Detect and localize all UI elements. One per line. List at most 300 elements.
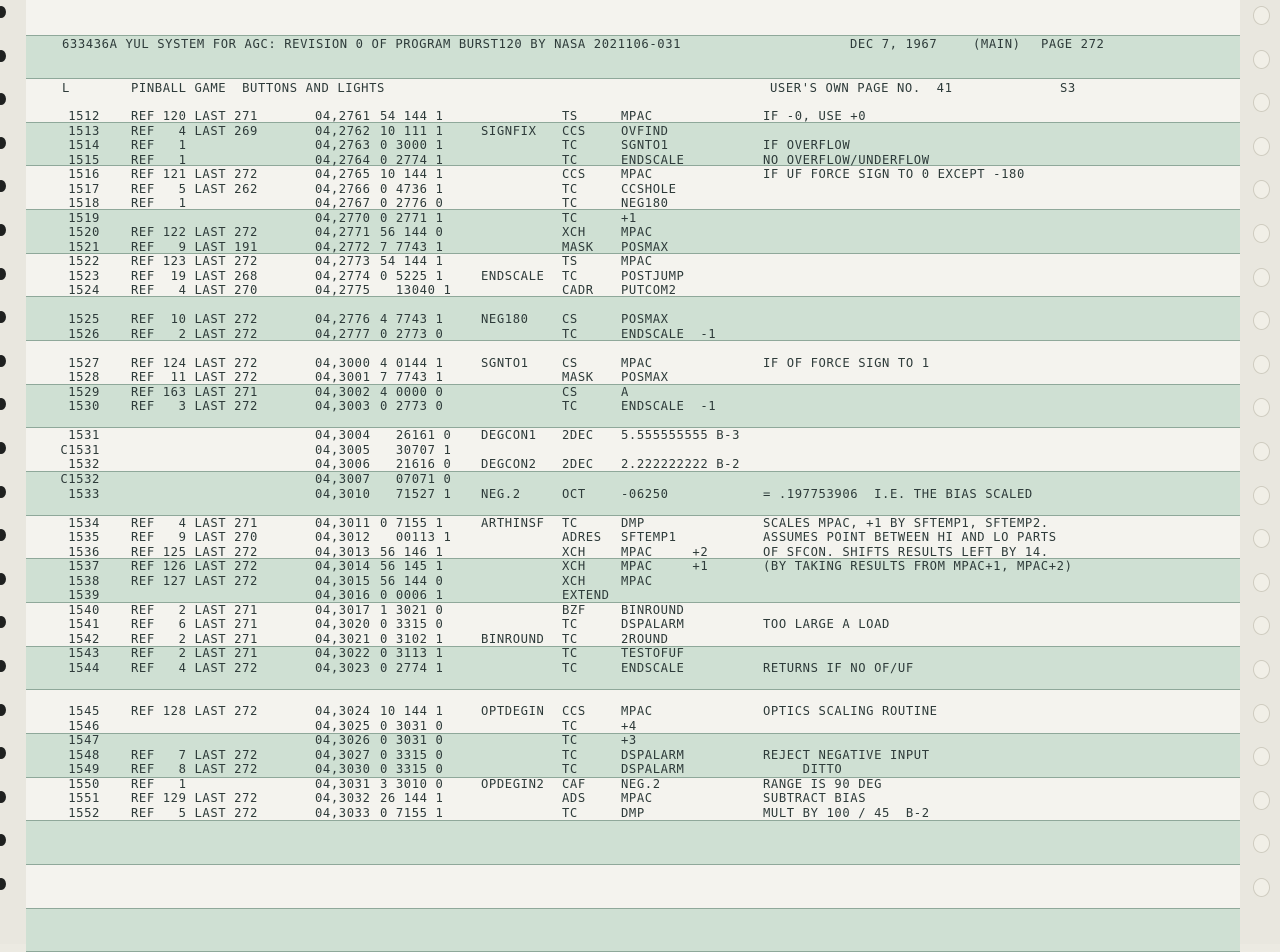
- listing-addr: 04,2774: [315, 268, 371, 283]
- sprocket-hole: [1253, 486, 1270, 505]
- listing-addr: 04,3016: [315, 588, 371, 603]
- listing-ref: REF 19 LAST 268: [131, 268, 258, 283]
- listing-word: 10 144 1: [380, 704, 444, 719]
- subheader-mark: L: [62, 81, 70, 95]
- listing-addr: 04,3020: [315, 617, 371, 632]
- listing-ref: REF 5 LAST 262: [131, 181, 258, 196]
- listing-ref: REF 124 LAST 272: [131, 355, 258, 370]
- listing-ref: REF 128 LAST 272: [131, 704, 258, 719]
- listing-line: C1532: [60, 472, 100, 486]
- listing-addr: 04,3004: [315, 428, 371, 443]
- listing-comment: TOO LARGE A LOAD: [763, 617, 890, 632]
- listing-addr: 04,3025: [315, 718, 371, 733]
- listing-op: CCS: [562, 123, 586, 138]
- listing-line: 1551: [68, 791, 100, 806]
- sprocket-hole: [1253, 50, 1270, 69]
- listing-operand: DSPALARM: [621, 747, 685, 762]
- listing-comment: IF OF FORCE SIGN TO 1: [763, 355, 930, 370]
- listing-ref: REF 163 LAST 271: [131, 384, 258, 399]
- listing-operand: +4: [621, 718, 637, 733]
- listing-word: 0 2774 1: [380, 660, 444, 675]
- sprocket-hole: [1253, 224, 1270, 243]
- listing-addr: 04,2770: [315, 210, 371, 225]
- listing-operand: POSTJUMP: [621, 268, 685, 283]
- sprocket-hole: [1253, 791, 1270, 810]
- listing-operand: MPAC: [621, 573, 653, 588]
- listing-operand: DMP: [621, 515, 645, 530]
- listing-op: TC: [562, 326, 578, 341]
- listing-ref: REF 129 LAST 272: [131, 791, 258, 806]
- band-rule: [26, 908, 1240, 909]
- listing-comment: RETURNS IF NO OF/UF: [763, 660, 914, 675]
- listing-operand: DSPALARM: [621, 762, 685, 777]
- listing-word: 0 4736 1: [380, 181, 444, 196]
- listing-addr: 04,3022: [315, 646, 371, 661]
- listing-ref: REF 127 LAST 272: [131, 573, 258, 588]
- sprocket-hole: [1253, 268, 1270, 287]
- listing-op: TC: [562, 747, 578, 762]
- listing-ref: REF 122 LAST 272: [131, 225, 258, 240]
- greenbar-band: [26, 820, 1240, 864]
- listing-addr: 04,3011: [315, 515, 371, 530]
- listing-line: 1518: [68, 196, 100, 211]
- listing-word: 56 145 1: [380, 559, 444, 574]
- listing-operand: SGNTO1: [621, 138, 669, 153]
- listing-ref: REF 120 LAST 271: [131, 109, 258, 123]
- listing-word: 4 7743 1: [380, 312, 444, 327]
- listing-operand: -06250: [621, 486, 669, 501]
- listing-op: 2DEC: [562, 428, 594, 443]
- listing-addr: 04,3010: [315, 486, 371, 501]
- listing-line: 1535: [68, 530, 100, 545]
- listing-word: 7 7743 1: [380, 370, 444, 385]
- listing-ref: REF 4 LAST 271: [131, 515, 258, 530]
- listing-ref: REF 6 LAST 271: [131, 617, 258, 632]
- listing-op: CCS: [562, 167, 586, 182]
- listing-operand: CCSHOLE: [621, 181, 677, 196]
- listing-line: 1538: [68, 573, 100, 588]
- listing-op: EXTEND: [562, 588, 610, 603]
- listing-op: ADS: [562, 791, 586, 806]
- listing-line: 1524: [68, 283, 100, 298]
- listing-label: BINROUND: [481, 631, 545, 646]
- listing-addr: 04,3030: [315, 762, 371, 777]
- listing-label: NEG.2: [481, 486, 521, 501]
- listing-ref: REF 4 LAST 269: [131, 123, 258, 138]
- listing-op: TC: [562, 617, 578, 632]
- sprocket-hole: [1253, 137, 1270, 156]
- listing-line: 1550: [68, 776, 100, 791]
- listing-word: 13040 1: [380, 283, 452, 298]
- sprocket-hole: [1253, 6, 1270, 25]
- listing-line: 1548: [68, 747, 100, 762]
- listing-word: 0 7155 1: [380, 515, 444, 530]
- listing-addr: 04,3007: [315, 472, 371, 486]
- listing-word: 0 3031 0: [380, 718, 444, 733]
- band-rule: [26, 35, 1240, 36]
- listing-addr: 04,2764: [315, 152, 371, 167]
- listing-addr: 04,2766: [315, 181, 371, 196]
- listing-operand: POSMAX: [621, 239, 669, 254]
- listing-comment: NO OVERFLOW/UNDERFLOW: [763, 152, 930, 167]
- listing-addr: 04,2773: [315, 254, 371, 269]
- listing-comment: MULT BY 100 / 45 B-2: [763, 805, 930, 820]
- listing-word: 0 0006 1: [380, 588, 444, 603]
- listing-word: 00113 1: [380, 530, 452, 545]
- listing-op: TC: [562, 733, 578, 748]
- listing-addr: 04,3000: [315, 355, 371, 370]
- listing-label: OPDEGIN2: [481, 776, 545, 791]
- listing-ref: REF 2 LAST 271: [131, 602, 258, 617]
- listing-label: ARTHINSF: [481, 515, 545, 530]
- listing-operand: MPAC: [621, 225, 653, 240]
- listing-line: 1523: [68, 268, 100, 283]
- listing-addr: 04,3002: [315, 384, 371, 399]
- listing-word: 7 7743 1: [380, 239, 444, 254]
- listing-addr: 04,3017: [315, 602, 371, 617]
- listing-ref: REF 126 LAST 272: [131, 559, 258, 574]
- listing-comment: RANGE IS 90 DEG: [763, 776, 883, 791]
- listing-line: 1541: [68, 617, 100, 632]
- listing-word: 1 3021 0: [380, 602, 444, 617]
- users-own-page: USER'S OWN PAGE NO. 41: [770, 81, 953, 95]
- listing-line: C1531: [60, 442, 100, 457]
- listing-line: 1513: [68, 123, 100, 138]
- listing-line: 1547: [68, 733, 100, 748]
- listing-addr: 04,2767: [315, 196, 371, 211]
- listing-operand: +1: [621, 210, 637, 225]
- listing-word: 0 2771 1: [380, 210, 444, 225]
- listing-comment: ASSUMES POINT BETWEEN HI AND LO PARTS: [763, 530, 1057, 545]
- listing-word: 0 3315 0: [380, 762, 444, 777]
- listing-op: BZF: [562, 602, 586, 617]
- listing-addr: 04,2765: [315, 167, 371, 182]
- listing-ref: REF 2 LAST 272: [131, 326, 258, 341]
- listing-ref: REF 1: [131, 152, 187, 167]
- sprocket-hole: [1253, 573, 1270, 592]
- listing-addr: 04,3031: [315, 776, 371, 791]
- listing-word: 07071 0: [380, 472, 452, 486]
- listing-operand: MPAC: [621, 355, 653, 370]
- listing-word: 56 146 1: [380, 544, 444, 559]
- listing-line: 1537: [68, 559, 100, 574]
- listing-line: 1520: [68, 225, 100, 240]
- listing-operand: MPAC: [621, 167, 653, 182]
- listing-label: NEG180: [481, 312, 529, 327]
- listing-addr: 04,3024: [315, 704, 371, 719]
- listing-operand: MPAC: [621, 254, 653, 269]
- listing-word: 0 2773 0: [380, 399, 444, 414]
- listing-op: TC: [562, 268, 578, 283]
- listing-line: 1528: [68, 370, 100, 385]
- listing-word: 0 3000 1: [380, 138, 444, 153]
- listing-ref: REF 123 LAST 272: [131, 254, 258, 269]
- listing-op: TS: [562, 109, 578, 123]
- listing-word: 56 144 0: [380, 573, 444, 588]
- listing-operand: TESTOFUF: [621, 646, 685, 661]
- listing-op: TC: [562, 515, 578, 530]
- subheader-code: S3: [1060, 81, 1076, 95]
- listing-addr: 04,3026: [315, 733, 371, 748]
- listing-op: TC: [562, 660, 578, 675]
- listing-op: MASK: [562, 239, 594, 254]
- listing-word: 0 3113 1: [380, 646, 444, 661]
- listing-ref: REF 9 LAST 191: [131, 239, 258, 254]
- listing-line: 1525: [68, 312, 100, 327]
- listing-operand: PUTCOM2: [621, 283, 677, 298]
- listing-addr: 04,3015: [315, 573, 371, 588]
- listing-operand: BINROUND: [621, 602, 685, 617]
- listing-word: 0 2773 0: [380, 326, 444, 341]
- listing-word: 21616 0: [380, 457, 452, 472]
- listing-op: TC: [562, 181, 578, 196]
- listing-comment: SUBTRACT BIAS: [763, 791, 867, 806]
- listing-op: TC: [562, 138, 578, 153]
- greenbar-band: [26, 908, 1240, 952]
- listing-operand: MPAC: [621, 109, 653, 123]
- listing-line: 1549: [68, 762, 100, 777]
- listing-ref: REF 8 LAST 272: [131, 762, 258, 777]
- listing-word: 0 3031 0: [380, 733, 444, 748]
- listing-word: 54 144 1: [380, 109, 444, 123]
- listing-op: XCH: [562, 573, 586, 588]
- listing-word: 54 144 1: [380, 254, 444, 269]
- listing-line: 1546: [68, 718, 100, 733]
- listing-ref: REF 1: [131, 776, 187, 791]
- listing-op: CCS: [562, 704, 586, 719]
- listing-label: ENDSCALE: [481, 268, 545, 283]
- listing-op: TC: [562, 646, 578, 661]
- listing-operand: MPAC +1: [621, 559, 709, 574]
- listing-operand: POSMAX: [621, 312, 669, 327]
- listing-header-left: 633436A YUL SYSTEM FOR AGC: REVISION 0 OF PROGRAM BURST120 BY NASA 2021106-031: [62, 37, 682, 51]
- listing-ref: REF 1: [131, 138, 187, 153]
- listing-line: 1552: [68, 805, 100, 820]
- listing-comment: OF SFCON. SHIFTS RESULTS LEFT BY 14.: [763, 544, 1049, 559]
- listing-addr: 04,3006: [315, 457, 371, 472]
- listing-line: 1539: [68, 588, 100, 603]
- listing-line: 1527: [68, 355, 100, 370]
- listing-ref: REF 2 LAST 271: [131, 631, 258, 646]
- listing-line: 1515: [68, 152, 100, 167]
- listing-line: 1533: [60, 486, 100, 501]
- listing-line: 1519: [68, 210, 100, 225]
- listing-addr: 04,3023: [315, 660, 371, 675]
- listing-comment: IF UF FORCE SIGN TO 0 EXCEPT -180: [763, 167, 1025, 182]
- listing-operand: POSMAX: [621, 370, 669, 385]
- listing-op: MASK: [562, 370, 594, 385]
- listing-addr: 04,2763: [315, 138, 371, 153]
- listing-word: 3 3010 0: [380, 776, 444, 791]
- listing-operand: MPAC: [621, 791, 653, 806]
- listing-line: 1531: [60, 428, 100, 443]
- listing-line: 1542: [68, 631, 100, 646]
- listing-word: 4 0000 0: [380, 384, 444, 399]
- listing-label: OPTDEGIN: [481, 704, 545, 719]
- listing-op: TC: [562, 196, 578, 211]
- listing-line: 1536: [68, 544, 100, 559]
- listing-word: 10 111 1: [380, 123, 444, 138]
- band-rule: [26, 78, 1240, 79]
- listing-op: OCT: [562, 486, 586, 501]
- listing-addr: 04,2772: [315, 239, 371, 254]
- listing-line: 1545: [68, 704, 100, 719]
- listing-ref: REF 1: [131, 196, 187, 211]
- listing-op: ADRES: [562, 530, 602, 545]
- listing-operand: DMP: [621, 805, 645, 820]
- listing-comment: IF -0, USE +0: [763, 109, 867, 123]
- listing-label: SIGNFIX: [481, 123, 537, 138]
- listing-addr: 04,2762: [315, 123, 371, 138]
- listing-line: 1522: [68, 254, 100, 269]
- listing-page-number: PAGE 272: [1041, 37, 1105, 51]
- listing-main-tag: (MAIN): [973, 37, 1021, 51]
- listing-op: XCH: [562, 559, 586, 574]
- listing-line: 1521: [68, 239, 100, 254]
- listing-word: 26 144 1: [380, 791, 444, 806]
- listing-ref: REF 5 LAST 272: [131, 805, 258, 820]
- listing-operand: NEG180: [621, 196, 669, 211]
- listing-word: 26161 0: [380, 428, 452, 443]
- listing-comment: REJECT NEGATIVE INPUT: [763, 747, 930, 762]
- listing-op: TC: [562, 210, 578, 225]
- listing-comment: (BY TAKING RESULTS FROM MPAC+1, MPAC+2): [763, 559, 1073, 574]
- listing-operand: ENDSCALE: [621, 152, 685, 167]
- listing-ref: REF 4 LAST 270: [131, 283, 258, 298]
- listing-line: 1544: [68, 660, 100, 675]
- listing-ref: REF 9 LAST 270: [131, 530, 258, 545]
- listing-line: 1532: [60, 457, 100, 472]
- listing-line: 1526: [68, 326, 100, 341]
- listing-line: 1516: [68, 167, 100, 182]
- listing-operand: A: [621, 384, 629, 399]
- listing-operand: DSPALARM: [621, 617, 685, 632]
- sprocket-hole: [1253, 355, 1270, 374]
- listing-date: DEC 7, 1967: [850, 37, 938, 51]
- listing-addr: 04,3032: [315, 791, 371, 806]
- listing-operand: SFTEMP1: [621, 530, 677, 545]
- listing-op: 2DEC: [562, 457, 594, 472]
- listing-op: TS: [562, 254, 578, 269]
- listing-addr: 04,3012: [315, 530, 371, 545]
- listing-op: TC: [562, 152, 578, 167]
- listing-label: DEGCON1: [481, 428, 537, 443]
- listing-line: 1543: [68, 646, 100, 661]
- listing-addr: 04,3021: [315, 631, 371, 646]
- listing-operand: 2ROUND: [621, 631, 669, 646]
- listing-addr: 04,2777: [315, 326, 371, 341]
- section-title: PINBALL GAME BUTTONS AND LIGHTS: [131, 81, 385, 95]
- listing-operand: 2.222222222 B-2: [621, 457, 741, 472]
- listing-operand: 5.555555555 B-3: [621, 428, 741, 443]
- listing-op: CS: [562, 355, 578, 370]
- listing-op: TC: [562, 762, 578, 777]
- sprocket-hole: [1253, 660, 1270, 679]
- listing-word: 4 0144 1: [380, 355, 444, 370]
- listing-op: CS: [562, 312, 578, 327]
- listing-word: 30707 1: [380, 442, 452, 457]
- band-rule: [26, 689, 1240, 690]
- listing-addr: 04,3005: [315, 442, 371, 457]
- listing-operand: MPAC +2: [621, 544, 709, 559]
- listing-word: 0 3315 0: [380, 617, 444, 632]
- listing-ref: REF 10 LAST 272: [131, 312, 258, 327]
- listing-label: SGNTO1: [481, 355, 529, 370]
- listing-operand: ENDSCALE: [621, 660, 685, 675]
- listing-word: 10 144 1: [380, 167, 444, 182]
- listing-ref: REF 121 LAST 272: [131, 167, 258, 182]
- listing-word: 0 2776 0: [380, 196, 444, 211]
- listing-operand: ENDSCALE -1: [621, 399, 717, 414]
- listing-comment: = .197753906 I.E. THE BIAS SCALED: [763, 486, 1033, 501]
- listing-word: 56 144 0: [380, 225, 444, 240]
- listing-word: 0 2774 1: [380, 152, 444, 167]
- listing-addr: 04,2771: [315, 225, 371, 240]
- listing-op: CAF: [562, 776, 586, 791]
- listing-addr: 04,3001: [315, 370, 371, 385]
- listing-operand: MPAC: [621, 704, 653, 719]
- listing-addr: 04,3014: [315, 559, 371, 574]
- listing-line: 1514: [68, 138, 100, 153]
- listing-label: DEGCON2: [481, 457, 537, 472]
- band-rule: [26, 820, 1240, 821]
- listing-line: 1540: [68, 602, 100, 617]
- listing-ref: REF 7 LAST 272: [131, 747, 258, 762]
- listing-op: CADR: [562, 283, 594, 298]
- listing-comment: DITTO: [763, 762, 843, 777]
- listing-ref: REF 3 LAST 272: [131, 399, 258, 414]
- listing-comment: OPTICS SCALING ROUTINE: [763, 704, 938, 719]
- listing-addr: 04,3013: [315, 544, 371, 559]
- listing-operand: +3: [621, 733, 637, 748]
- listing-ref: REF 125 LAST 272: [131, 544, 258, 559]
- listing-op: TC: [562, 805, 578, 820]
- listing-op: XCH: [562, 544, 586, 559]
- listing-line: 1529: [68, 384, 100, 399]
- sprocket-hole: [1253, 704, 1270, 723]
- band-rule: [26, 864, 1240, 865]
- listing-word: 0 3315 0: [380, 747, 444, 762]
- listing-addr: 04,2761: [315, 109, 371, 123]
- listing-addr: 04,3003: [315, 399, 371, 414]
- listing-ref: REF 4 LAST 272: [131, 660, 258, 675]
- listing-line: 1512: [68, 109, 100, 123]
- listing-addr: 04,2775: [315, 283, 371, 298]
- listing-comment: IF OVERFLOW: [763, 138, 851, 153]
- sprocket-hole: [1253, 442, 1270, 461]
- listing-op: CS: [562, 384, 578, 399]
- listing-word: 0 5225 1: [380, 268, 444, 283]
- listing-op: TC: [562, 631, 578, 646]
- listing-line: 1517: [68, 181, 100, 196]
- listing-ref: REF 2 LAST 271: [131, 646, 258, 661]
- listing-addr: 04,3033: [315, 805, 371, 820]
- listing-word: 71527 1: [380, 486, 452, 501]
- listing-word: 0 3102 1: [380, 631, 444, 646]
- sprocket-hole: [1253, 878, 1270, 897]
- listing-operand: NEG.2: [621, 776, 661, 791]
- listing-comment: SCALES MPAC, +1 BY SFTEMP1, SFTEMP2.: [763, 515, 1049, 530]
- listing-op: XCH: [562, 225, 586, 240]
- listing-word: 0 7155 1: [380, 805, 444, 820]
- listing-operand: ENDSCALE -1: [621, 326, 717, 341]
- listing-line: 1530: [68, 399, 100, 414]
- listing-operand: OVFIND: [621, 123, 669, 138]
- listing-line: 1534: [68, 515, 100, 530]
- listing-op: TC: [562, 399, 578, 414]
- listing-ref: REF 11 LAST 272: [131, 370, 258, 385]
- listing-op: TC: [562, 718, 578, 733]
